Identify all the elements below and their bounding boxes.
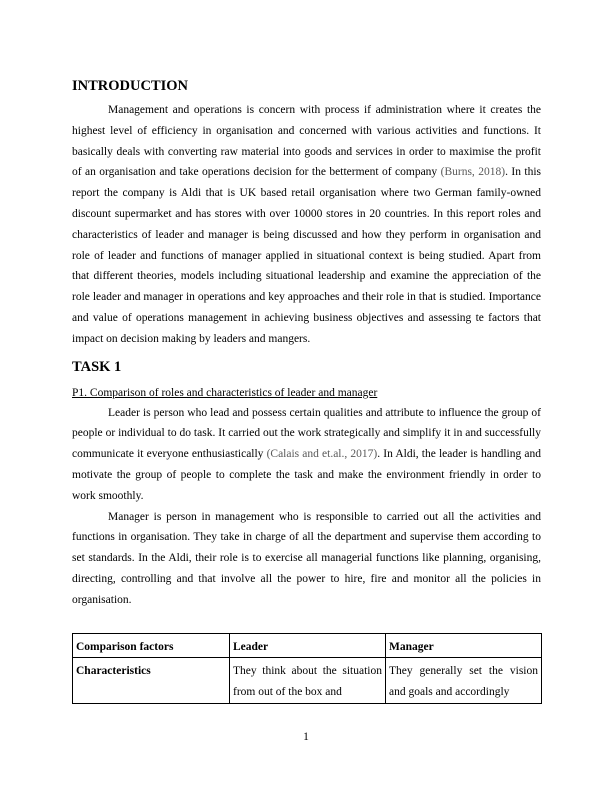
introduction-text-a: Management and operations is concern with process if administration where it creates the highest level of efficiency in organisation and concerned with various activities and functions. It basically deals with converting raw material into goods and services in order to maximise the profit of an organisation and take operations decision for the betterment of company <box>72 104 541 179</box>
table-header-cell: Manager <box>386 633 542 658</box>
leader-citation: (Calais and et.al., 2017) <box>266 448 378 461</box>
leader-paragraph <box>72 403 541 507</box>
table-header-cell: Leader <box>230 633 386 658</box>
introduction-heading: INTRODUCTION <box>72 78 189 94</box>
leader-text-a: Leader is person who lead and possess certain qualities and attribute to influence the group of people or individual to do task. It carried out the work strategically and simplify it in and successfully communicate it everyone enthusiastically <box>72 406 541 461</box>
task1-subheading: P1. Comparison of roles and characteristics of leader and manager <box>72 386 378 399</box>
introduction-paragraph <box>72 100 541 350</box>
page-number: 1 <box>303 731 309 743</box>
manager-paragraph: Manager is person in management who is responsible to carried out all the activities and functions in organisation. They take in charge of all the department and supervise them according to set standards. In the Aldi, their role is to exercise all managerial functions like planning, organising, directing, controlling and that involve all the power to hire, fire and monitor all the policies in organisation. <box>72 510 541 606</box>
introduction-text-b: . In this report the company is Aldi that is UK based retail organisation where two German family-owned discount supermarket and has stores with over 10000 stores in 20 countries. In this report roles and characteristics of leader and manager is being discussed and how they perform in organisation and role of leader and functions of manager applied in situational context is being studied. Apart from that different theories, models including situational leadership and examine the appreciation of the role leader and manager in operations and key approaches and their role in that is studied. Importance and value of operations management in achieving business objectives and assessing te factors that impact on decision making by leaders and mangers. <box>72 166 541 345</box>
table-cell: Characteristics <box>73 658 230 704</box>
table-cell: They generally set the vision and goals and accordingly <box>386 658 542 704</box>
task1-heading: TASK 1 <box>72 358 122 375</box>
table-header-row <box>73 633 542 658</box>
document-page <box>72 77 541 704</box>
leader-text-b: . In Aldi, the leader is handling and motivate the group of people to complete the task and make the environment friendly in order to work smoothly. <box>72 448 541 502</box>
table-header-cell: Comparison factors <box>73 633 230 658</box>
table-cell: They think about the situation from out of the box and <box>230 658 386 704</box>
table-row <box>73 658 542 704</box>
introduction-citation: (Burns, 2018) <box>440 166 506 179</box>
comparison-table <box>72 633 542 705</box>
